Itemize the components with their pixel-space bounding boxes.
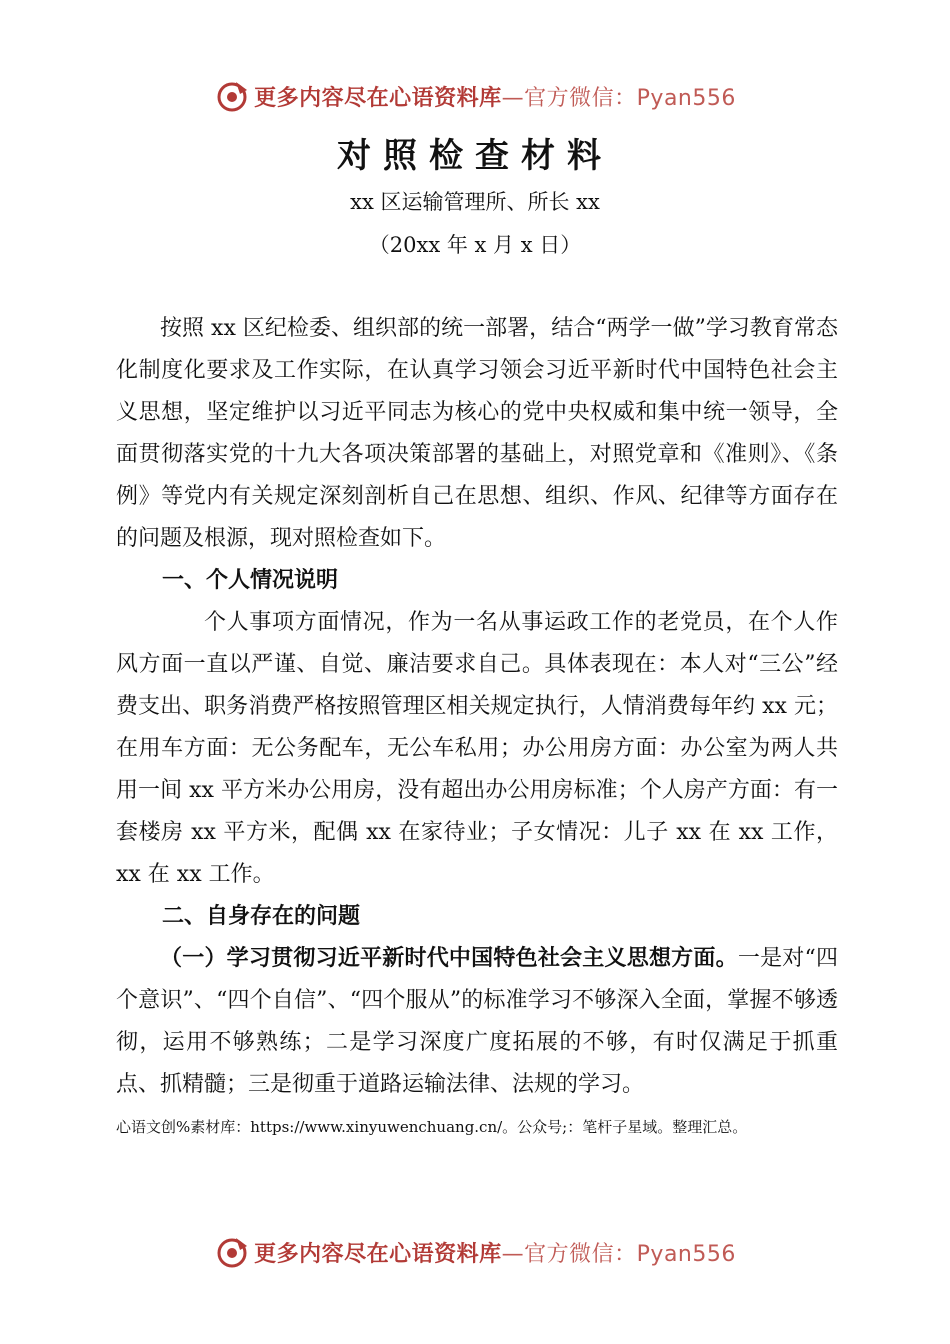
author-line: xx 区运输管理所、所长 xx bbox=[350, 190, 600, 214]
section-1-paragraph: 个人事项方面情况，作为一名从事运政工作的老党员，在个人作风方面一直以严谨、自觉、廉洁要求自己。具体表现在：本人对“三公”经费支出、职务消费严格按照管理区相关规定执行，人情消费每年约 xx 元；在用车方面：无公务配车，无公车私用；办公用房方面：办公室为两人共用一间 xx 平方米办公用房，没有超出办公用房标准；个人房产方面：有一套楼房 xx 平方米，配偶 xx 在家待业；子女情况：儿子 xx 在 xx 工作，xx 在 xx 工作。 bbox=[116, 610, 838, 887]
document-body bbox=[116, 308, 838, 1106]
intro-paragraph: 按照 xx 区纪检委、组织部的统一部署，结合“两学一做”学习教育常态化制度化要求及工作实际，在认真学习领会习近平新时代中国特色社会主义思想，坚定维护以习近平同志为核心的党中央权威和集中统一领导，全面贯彻落实党的十九大各项决策部署的基础上，对照党章和《准则》、《条例》等党内有关规定深刻剖析自己在思想、组织、作风、纪律等方面存在的问题及根源，现对照检查如下。 bbox=[116, 316, 838, 551]
section-heading-1: 一、个人情况说明 bbox=[162, 568, 339, 593]
subsection-1-heading: （一）学习贯彻习近平新时代中国特色社会主义思想方面。 bbox=[160, 946, 738, 971]
subsection-1-paragraph bbox=[116, 938, 838, 1106]
source-footnote: 心语文创%素材库：https://www.xinyuwenchuang.cn/。公众号;：笔杆子星域。整理汇总。 bbox=[116, 1118, 748, 1136]
section-heading-2: 二、自身存在的问题 bbox=[162, 904, 361, 929]
brush-logo-icon bbox=[214, 1234, 250, 1270]
footer-banner bbox=[0, 1232, 950, 1272]
date-line: （20xx 年 x 月 x 日） bbox=[368, 233, 582, 257]
banner-text: 更多内容尽在心语资料库—官方微信：Pyan556 bbox=[254, 1241, 736, 1267]
header-banner bbox=[0, 76, 950, 116]
subsection-1-text: 一是对“四个意识”、“四个自信”、“四个服从”的标准学习不够深入全面，掌握不够透彻，运用不够熟练；二是学习深度广度拓展的不够，有时仅满足于抓重点、抓精髓；三是彻重于道路运输法律、法规的学习。 bbox=[116, 946, 838, 1097]
document-title: 对照检查材料 bbox=[337, 136, 613, 176]
banner-text: 更多内容尽在心语资料库—官方微信：Pyan556 bbox=[254, 85, 736, 111]
brush-logo-icon bbox=[214, 78, 250, 114]
